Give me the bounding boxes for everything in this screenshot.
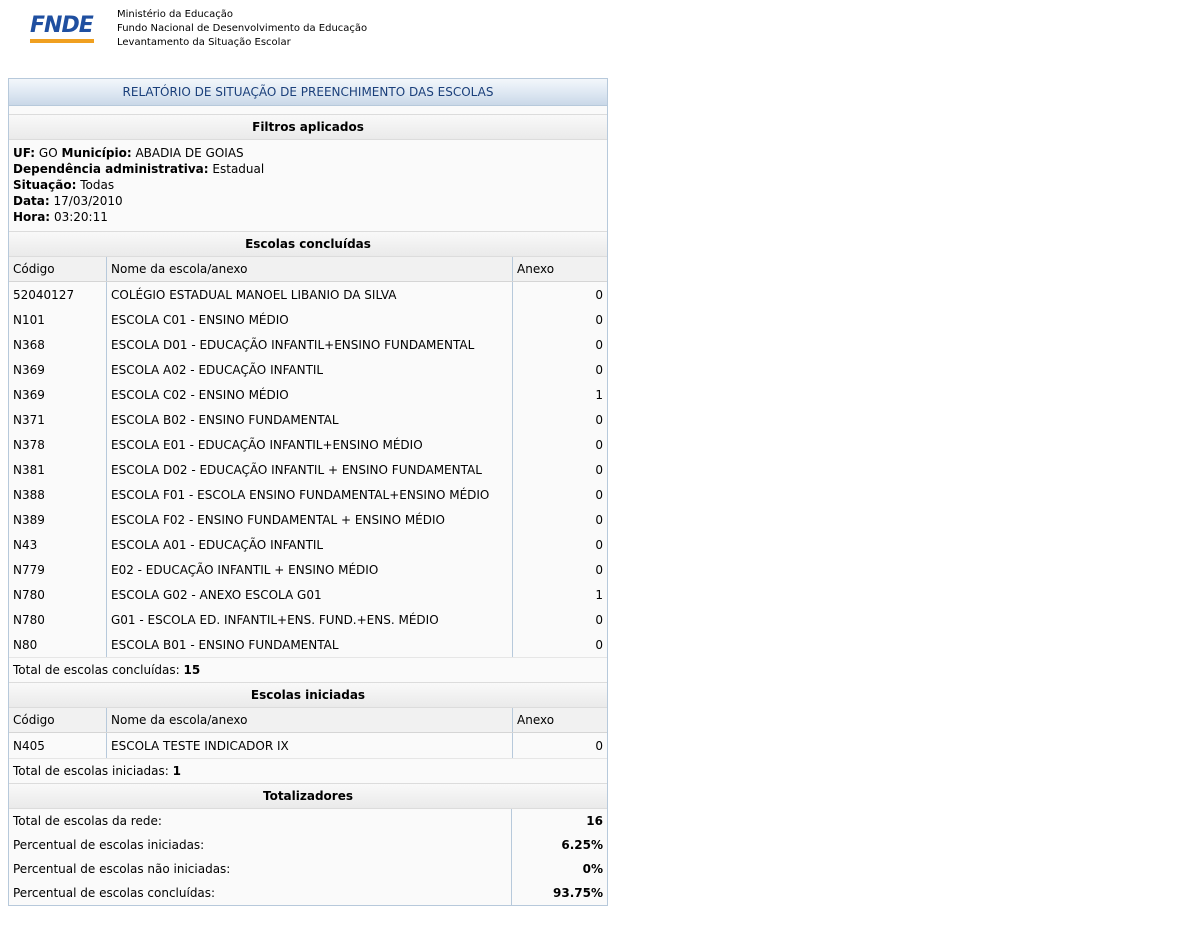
cell-codigo: N381 — [9, 457, 107, 482]
municipio-value: ABADIA DE GOIAS — [135, 146, 244, 160]
totalizador-row — [9, 881, 607, 905]
cell-nome: ESCOLA A01 - EDUCAÇÃO INFANTIL — [107, 532, 513, 557]
cell-anexo: 0 — [513, 282, 608, 308]
cell-anexo: 1 — [513, 582, 608, 607]
cell-nome: G01 - ESCOLA ED. INFANTIL+ENS. FUND.+ENS. MÉDIO — [107, 607, 513, 632]
iniciadas-total — [9, 758, 607, 783]
cell-codigo: N369 — [9, 357, 107, 382]
cell-anexo: 0 — [513, 733, 608, 759]
concluidas-table-body — [9, 257, 607, 657]
hora-value: 03:20:11 — [53, 210, 108, 224]
cell-nome: ESCOLA TESTE INDICADOR IX — [107, 733, 513, 759]
table-row — [9, 532, 607, 557]
municipio-label: Município: — [61, 146, 132, 160]
situacao-label: Situação: — [13, 178, 77, 192]
cell-codigo: N405 — [9, 733, 107, 759]
data-value: 17/03/2010 — [53, 194, 123, 208]
cell-nome: ESCOLA A02 - EDUCAÇÃO INFANTIL — [107, 357, 513, 382]
cell-nome: ESCOLA G02 - ANEXO ESCOLA G01 — [107, 582, 513, 607]
logo-text: FNDE — [30, 13, 93, 38]
cell-anexo: 0 — [513, 482, 608, 507]
cell-anexo: 0 — [513, 557, 608, 582]
cell-nome: E02 - EDUCAÇÃO INFANTIL + ENSINO MÉDIO — [107, 557, 513, 582]
table-row — [9, 332, 607, 357]
cell-codigo: N780 — [9, 582, 107, 607]
totalizadores-table — [9, 809, 607, 905]
cell-anexo: 0 — [513, 332, 608, 357]
concluidas-table — [9, 257, 607, 657]
table-row — [9, 482, 607, 507]
filter-line-uf — [13, 145, 603, 161]
totalizador-label: Percentual de escolas concluídas: — [9, 881, 512, 905]
totalizador-label: Total de escolas da rede: — [9, 809, 512, 833]
totalizador-label: Percentual de escolas iniciadas: — [9, 833, 512, 857]
cell-anexo: 0 — [513, 307, 608, 332]
cell-anexo: 1 — [513, 382, 608, 407]
totalizadores-table-body — [9, 809, 607, 905]
table-row — [9, 432, 607, 457]
fnde-logo — [30, 14, 98, 50]
table-row — [9, 457, 607, 482]
cell-codigo: N101 — [9, 307, 107, 332]
table-header-row — [9, 708, 607, 733]
table-row — [9, 607, 607, 632]
column-header-anexo: Anexo — [513, 257, 608, 282]
totalizadores-heading: Totalizadores — [9, 783, 607, 809]
spacer — [9, 106, 607, 114]
data-label: Data: — [13, 194, 50, 208]
cell-anexo: 0 — [513, 357, 608, 382]
filters-heading: Filtros aplicados — [9, 114, 607, 140]
cell-codigo: N369 — [9, 382, 107, 407]
totalizador-row — [9, 833, 607, 857]
cell-nome: ESCOLA C01 - ENSINO MÉDIO — [107, 307, 513, 332]
hora-label: Hora: — [13, 210, 51, 224]
cell-codigo: N388 — [9, 482, 107, 507]
concluidas-total — [9, 657, 607, 682]
totalizador-row — [9, 809, 607, 833]
table-header-row — [9, 257, 607, 282]
cell-nome: ESCOLA F01 - ESCOLA ENSINO FUNDAMENTAL+ENSINO MÉDIO — [107, 482, 513, 507]
column-header-anexo: Anexo — [513, 708, 608, 733]
cell-codigo: N780 — [9, 607, 107, 632]
totalizador-value: 6.25% — [512, 833, 608, 857]
table-row — [9, 733, 607, 759]
column-header-nome: Nome da escola/anexo — [107, 257, 513, 282]
iniciadas-table-body — [9, 708, 607, 758]
cell-nome: ESCOLA D01 - EDUCAÇÃO INFANTIL+ENSINO FUNDAMENTAL — [107, 332, 513, 357]
table-row — [9, 382, 607, 407]
cell-codigo: N80 — [9, 632, 107, 657]
column-header-codigo: Código — [9, 708, 107, 733]
cell-anexo: 0 — [513, 407, 608, 432]
cell-nome: ESCOLA F02 - ENSINO FUNDAMENTAL + ENSINO MÉDIO — [107, 507, 513, 532]
totalizador-row — [9, 857, 607, 881]
filter-line-dependencia — [13, 161, 603, 177]
table-row — [9, 557, 607, 582]
filter-line-hora — [13, 209, 603, 225]
cell-anexo: 0 — [513, 607, 608, 632]
totalizador-value: 93.75% — [512, 881, 608, 905]
totalizador-value: 16 — [512, 809, 608, 833]
cell-nome: ESCOLA E01 - EDUCAÇÃO INFANTIL+ENSINO MÉDIO — [107, 432, 513, 457]
cell-nome: ESCOLA B01 - ENSINO FUNDAMENTAL — [107, 632, 513, 657]
cell-anexo: 0 — [513, 507, 608, 532]
table-row — [9, 357, 607, 382]
cell-anexo: 0 — [513, 432, 608, 457]
iniciadas-total-value: 1 — [172, 764, 181, 778]
header-line-ministry: Ministério da Educação — [117, 9, 234, 20]
header-institution-lines — [117, 8, 367, 50]
cell-codigo: N368 — [9, 332, 107, 357]
totalizador-label: Percentual de escolas não iniciadas: — [9, 857, 512, 881]
table-row — [9, 507, 607, 532]
cell-codigo: N371 — [9, 407, 107, 432]
iniciadas-table — [9, 708, 607, 758]
header-line-survey: Levantamento da Situação Escolar — [117, 37, 291, 48]
filters-block — [9, 140, 607, 231]
iniciadas-total-label: Total de escolas iniciadas: — [13, 764, 169, 778]
logo-underline — [30, 39, 94, 43]
cell-nome: ESCOLA C02 - ENSINO MÉDIO — [107, 382, 513, 407]
cell-nome: ESCOLA D02 - EDUCAÇÃO INFANTIL + ENSINO FUNDAMENTAL — [107, 457, 513, 482]
report-panel — [8, 78, 608, 906]
table-row — [9, 407, 607, 432]
dependencia-label: Dependência administrativa: — [13, 162, 209, 176]
uf-value: GO — [38, 146, 58, 160]
table-row — [9, 307, 607, 332]
concluidas-total-value: 15 — [183, 663, 201, 677]
concluidas-total-label: Total de escolas concluídas: — [13, 663, 180, 677]
table-row — [9, 282, 607, 308]
header-line-fund: Fundo Nacional de Desenvolvimento da Educação — [117, 23, 368, 34]
cell-codigo: N378 — [9, 432, 107, 457]
filter-line-data — [13, 193, 603, 209]
cell-nome: COLÉGIO ESTADUAL MANOEL LIBANIO DA SILVA — [107, 282, 513, 308]
cell-codigo: N779 — [9, 557, 107, 582]
column-header-codigo: Código — [9, 257, 107, 282]
concluidas-heading: Escolas concluídas — [9, 231, 607, 257]
table-row — [9, 582, 607, 607]
column-header-nome: Nome da escola/anexo — [107, 708, 513, 733]
report-title: RELATÓRIO DE SITUAÇÃO DE PREENCHIMENTO DAS ESCOLAS — [9, 79, 607, 106]
table-row — [9, 632, 607, 657]
filter-line-situacao — [13, 177, 603, 193]
cell-codigo: 52040127 — [9, 282, 107, 308]
cell-anexo: 0 — [513, 457, 608, 482]
cell-nome: ESCOLA B02 - ENSINO FUNDAMENTAL — [107, 407, 513, 432]
cell-anexo: 0 — [513, 632, 608, 657]
iniciadas-heading: Escolas iniciadas — [9, 682, 607, 708]
dependencia-value: Estadual — [212, 162, 265, 176]
cell-anexo: 0 — [513, 532, 608, 557]
cell-codigo: N389 — [9, 507, 107, 532]
situacao-value: Todas — [80, 178, 115, 192]
totalizador-value: 0% — [512, 857, 608, 881]
uf-label: UF: — [13, 146, 36, 160]
cell-codigo: N43 — [9, 532, 107, 557]
